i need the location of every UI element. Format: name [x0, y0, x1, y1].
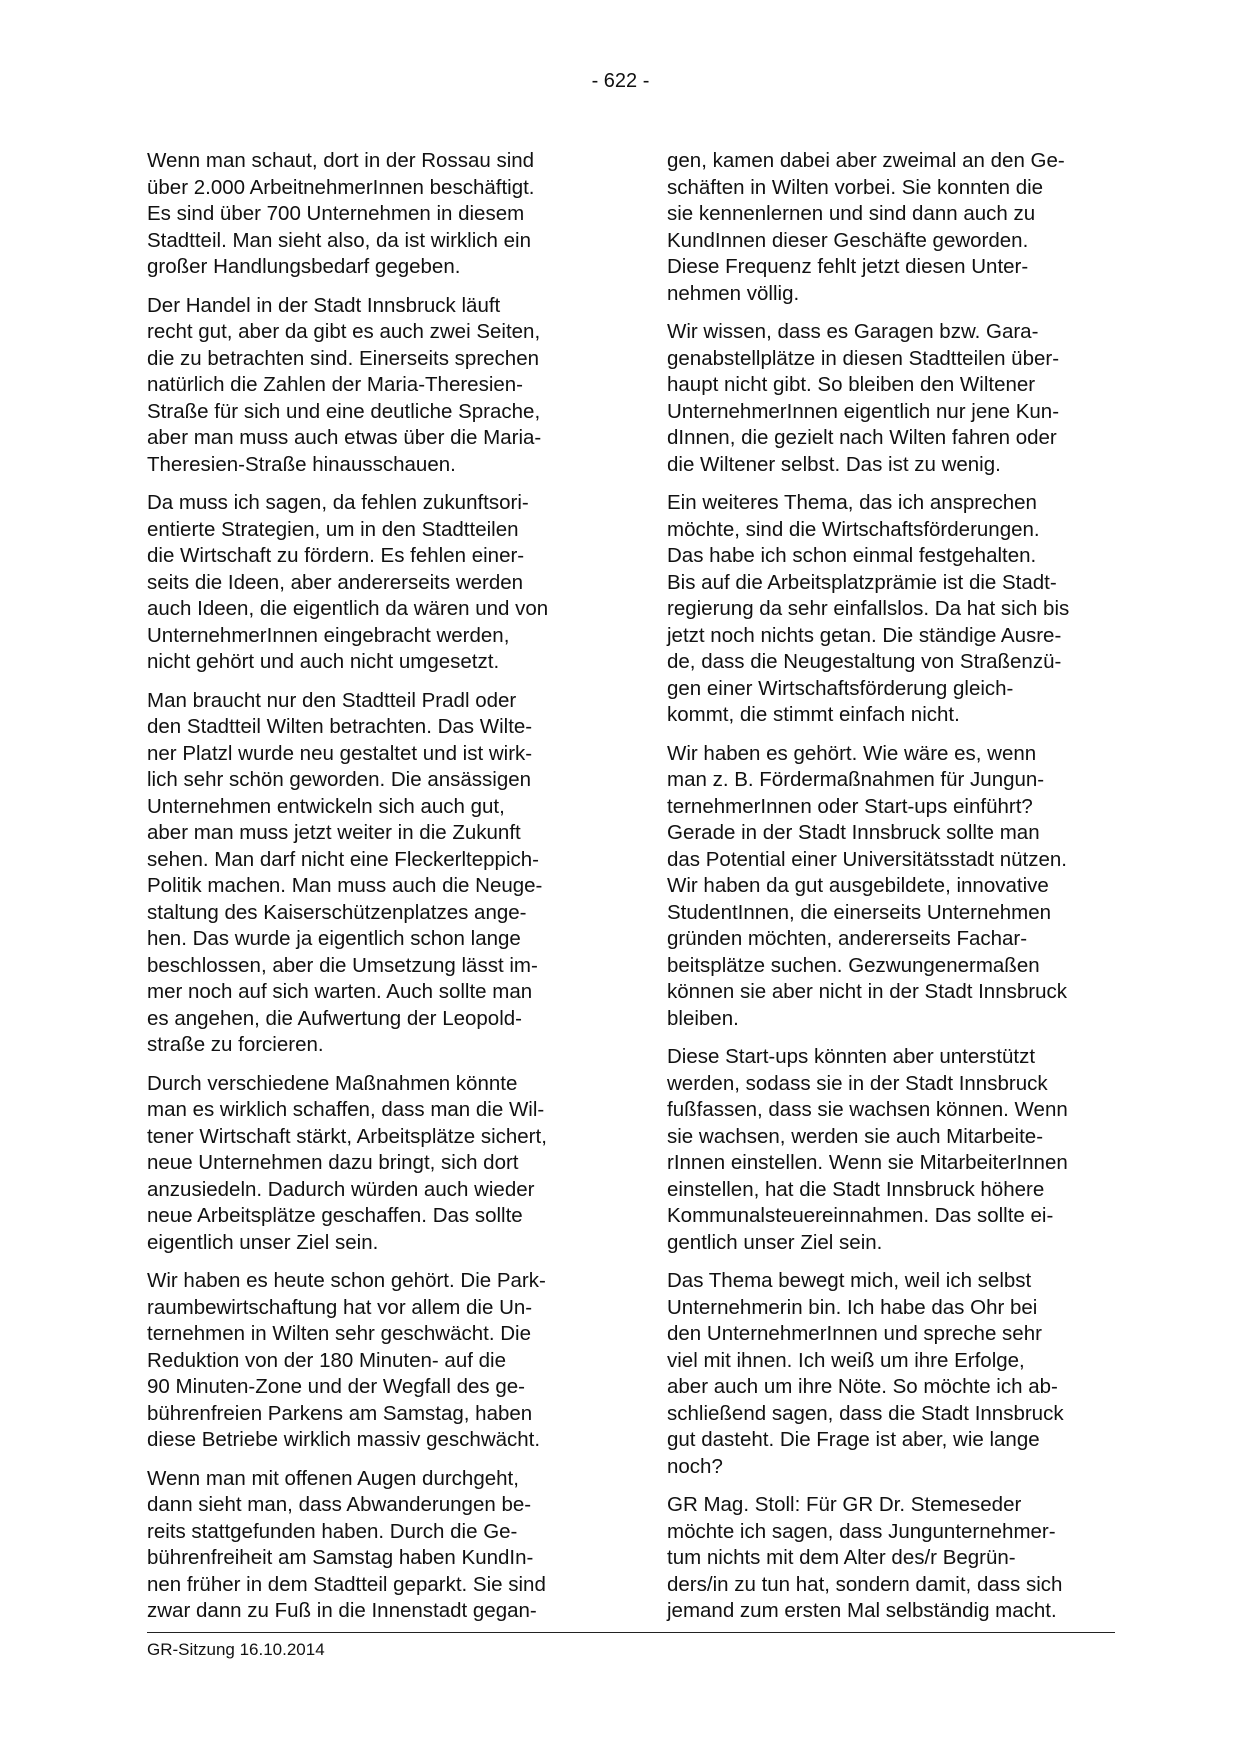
paragraph: GR Mag. Stoll: Für GR Dr. Stemeseder möchte ich sagen, dass Jungunternehmer- tum nichts mit dem Alter des/r Begrün- ders/in zu tun hat, sondern damit, dass sich jemand zum ersten Mal selbständig macht. [667, 1493, 1063, 1622]
page-number: - 622 - [591, 70, 650, 92]
footer-session-date: GR-Sitzung 16.10.2014 [147, 1640, 325, 1659]
paragraph: Da muss ich sagen, da fehlen zukunftsori- entierte Strategien, um in den Stadtteilen die Wirtschaft zu fördern. Es fehlen einer- seits die Ideen, aber andererseits werden auch Ideen, die eigentlich da wären und von UnternehmerInnen eingebracht werden, nicht gehört und auch nicht umgesetzt. [147, 491, 549, 673]
paragraph: Wenn man schaut, dort in der Rossau sind über 2.000 ArbeitnehmerInnen beschäftigt. Es sind über 700 Unternehmen in diesem Stadtteil. Man sieht also, da ist wirklich ein großer Handlungsbedarf gegeben. [147, 149, 535, 278]
paragraph: Wir haben es gehört. Wie wäre es, wenn man z. B. Fördermaßnahmen für Jungun- ternehmerInnen oder Start-ups einführt? Gerade in der Stadt Innsbruck sollte man das Potential einer Universitätsstadt nützen. Wir haben da gut ausgebildete, innovative StudentInnen, die einerseits Unternehmen gründen möchten, andererseits Fachar- beitsplätze suchen. Gezwungenermaßen können sie aber nicht in der Stadt Innsbruck bleiben. [667, 741, 1067, 1030]
paragraph: Durch verschiedene Maßnahmen könnte man es wirklich schaffen, dass man die Wil- tener Wirtschaft stärkt, Arbeitsplätze sichert, neue Unternehmen dazu bringt, sich dort anzusiedeln. Dadurch würden auch wieder neue Arbeitsplätze geschaffen. Das sollte eigentlich unser Ziel sein. [147, 1071, 547, 1254]
paragraph: Der Handel in der Stadt Innsbruck läuft recht gut, aber da gibt es auch zwei Seiten, die zu betrachten sind. Einerseits sprechen natürlich die Zahlen der Maria-Theresien- Straße für sich und eine deutliche Sprache, aber man muss auch etwas über die Maria- Theresien-Straße hinausschauen. [147, 293, 542, 476]
paragraph: Wir haben es heute schon gehört. Die Park- raumbewirtschaftung hat vor allem die Un- ternehmen in Wilten sehr geschwächt. Die Reduktion von der 180 Minuten- auf die 90 Minuten-Zone und der Wegfall des ge- bührenfreien Parkens am Samstag, haben diese Betriebe wirklich massiv geschwächt. [147, 1269, 546, 1451]
left-column [147, 148, 597, 1637]
paragraph: Wir wissen, dass es Garagen bzw. Gara- genabstellplätze in diesen Stadtteilen über- haupt nicht gibt. So bleiben den Wiltener UnternehmerInnen eigentlich nur jene Kun- dInnen, die gezielt nach Wilten fahren oder die Wiltener selbst. Das ist zu wenig. [667, 320, 1060, 476]
paragraph: Diese Start-ups könnten aber unterstützt werden, sodass sie in der Stadt Innsbruck fußfassen, dass sie wachsen können. Wenn sie wachsen, werden sie auch Mitarbeite- rInnen einstellen. Wenn sie MitarbeiterInnen einstellen, hat die Stadt Innsbruck höhere Kommunalsteuereinnahmen. Das sollte ei- gentlich unser Ziel sein. [667, 1045, 1068, 1254]
footer-divider [147, 1632, 1115, 1633]
paragraph: gen, kamen dabei aber zweimal an den Ge- schäften in Wilten vorbei. Sie konnten die sie kennenlernen und sind dann auch zu KundInnen dieser Geschäfte geworden. Diese Frequenz fehlt jetzt diesen Unter- nehmen völlig. [667, 149, 1065, 305]
paragraph: Ein weiteres Thema, das ich ansprechen möchte, sind die Wirtschaftsförderungen. Das habe ich schon einmal festgehalten. Bis auf die Arbeitsplatzprämie ist die Stadt- regierung da sehr einfallslos. Da hat sich bis jetzt noch nichts getan. Die ständige Ausre- de, dass die Neugestaltung von Straßenzü- gen einer Wirtschaftsförderung gleich- kommt, die stimmt einfach nicht. [667, 491, 1070, 726]
paragraph: Das Thema bewegt mich, weil ich selbst Unternehmerin bin. Ich habe das Ohr bei den UnternehmerInnen und spreche sehr viel mit ihnen. Ich weiß um ihre Erfolge, aber auch um ihre Nöte. So möchte ich ab- schließend sagen, dass die Stadt Innsbruck gut dasteht. Die Frage ist aber, wie lange noch? [667, 1269, 1064, 1478]
paragraph: Man braucht nur den Stadtteil Pradl oder den Stadtteil Wilten betrachten. Das Wilte- ner Platzl wurde neu gestaltet und ist wirk- lich sehr schön geworden. Die ansässigen Unternehmen entwickeln sich auch gut, aber man muss jetzt weiter in die Zukunft sehen. Man darf nicht eine Fleckerlteppich- Politik machen. Man muss auch die Neuge- staltung des Kaiserschützenplatzes ange- hen. Das wurde ja eigentlich schon lange beschlossen, aber die Umsetzung lässt im- mer noch auf sich warten. Auch sollte man es angehen, die Aufwertung der Leopold- straße zu forcieren. [147, 688, 543, 1056]
paragraph: Wenn man mit offenen Augen durchgeht, dann sieht man, dass Abwanderungen be- reits stattgefunden haben. Durch die Ge- bührenfreiheit am Samstag haben KundIn- nen früher in dem Stadtteil geparkt. Sie sind zwar dann zu Fuß in die Innenstadt gegan- [147, 1466, 546, 1622]
right-column [667, 148, 1117, 1637]
